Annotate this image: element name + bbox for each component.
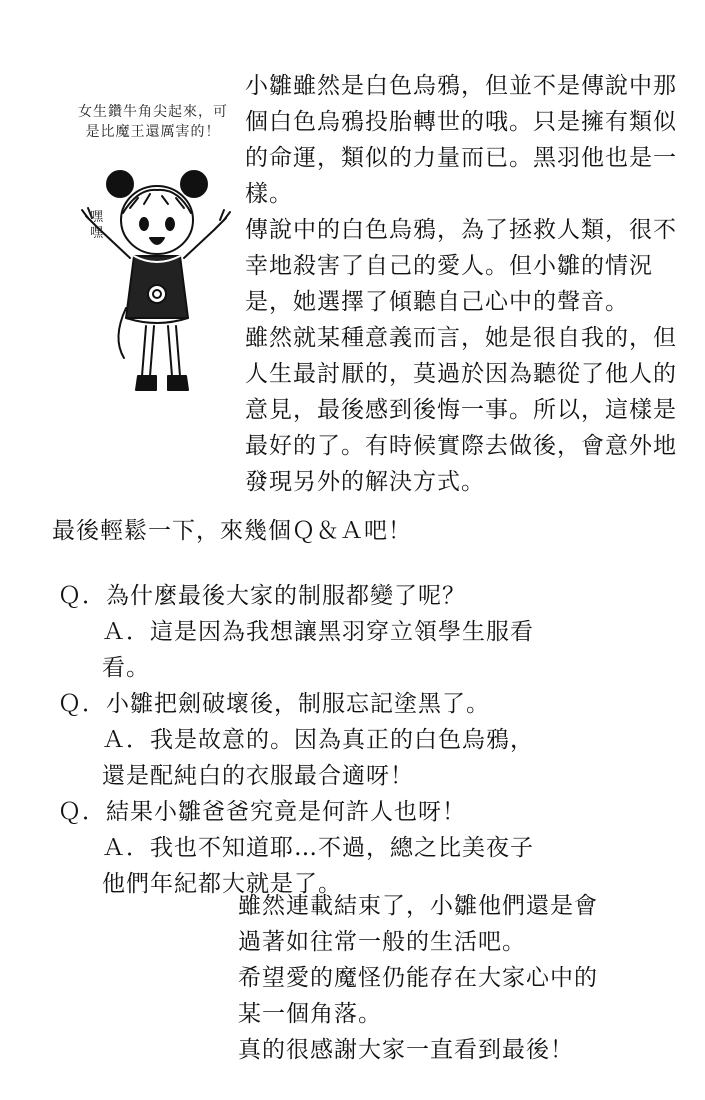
girl-illustration	[68, 158, 243, 408]
qa-lead-line: 最後輕鬆一下，來幾個Ｑ＆Ａ吧！	[52, 518, 412, 544]
question-2: Ｑ．小雛把劍破壞後，制服忘記塗黑了。	[58, 691, 490, 717]
qa-section	[58, 578, 658, 902]
closing-line-3: 希望愛的魔怪仍能存在大家心中的	[238, 965, 598, 991]
answer-3: Ａ．我也不知道耶…不過，總之比美夜子他們年紀都大就是了。	[102, 835, 534, 897]
character-note: 女生鑽牛角尖起來，可是比魔王還厲害的！	[78, 104, 228, 140]
closing-line-2: 過著如往常一般的生活吧。	[238, 929, 526, 955]
question-1: Ｑ．為什麼最後大家的制服都變了呢？	[58, 583, 466, 609]
intro-paragraph-3: 雖然就某種意義而言，她是很自我的，但人生最討厭的，莫過於因為聽從了他人的意見，最後感到後悔一事。所以，這樣是最好的了。有時候實際去做後，會意外地發現另外的解決方式。	[245, 325, 677, 495]
intro-text	[245, 68, 677, 500]
intro-paragraph-2: 傳說中的白色烏鴉，為了拯救人類，很不幸地殺害了自己的愛人。但小雛的情況是，她選擇了傾聽自己心中的聲音。	[245, 217, 677, 315]
sound-effect: 嘿嘿	[90, 210, 104, 241]
answer-1: Ａ．這是因為我想讓黑羽穿立領學生服看看。	[102, 619, 534, 681]
closing-line-5: 真的很感謝大家一直看到最後！	[238, 1037, 574, 1063]
answer-2: Ａ．我是故意的。因為真正的白色烏鴉，還是配純白的衣服最合適呀！	[102, 727, 534, 789]
intro-paragraph-1: 小雛雖然是白色烏鴉，但並不是傳說中那個白色烏鴉投胎轉世的哦。只是擁有類似的命運，類似的力量而已。黑羽他也是一樣。	[245, 73, 677, 207]
closing-line-1: 雖然連載結束了，小雛他們還是會	[238, 893, 598, 919]
closing-message	[238, 888, 658, 1068]
closing-line-4: 某一個角落。	[238, 1001, 382, 1027]
question-3: Ｑ．結果小雛爸爸究竟是何許人也呀！	[58, 799, 466, 825]
